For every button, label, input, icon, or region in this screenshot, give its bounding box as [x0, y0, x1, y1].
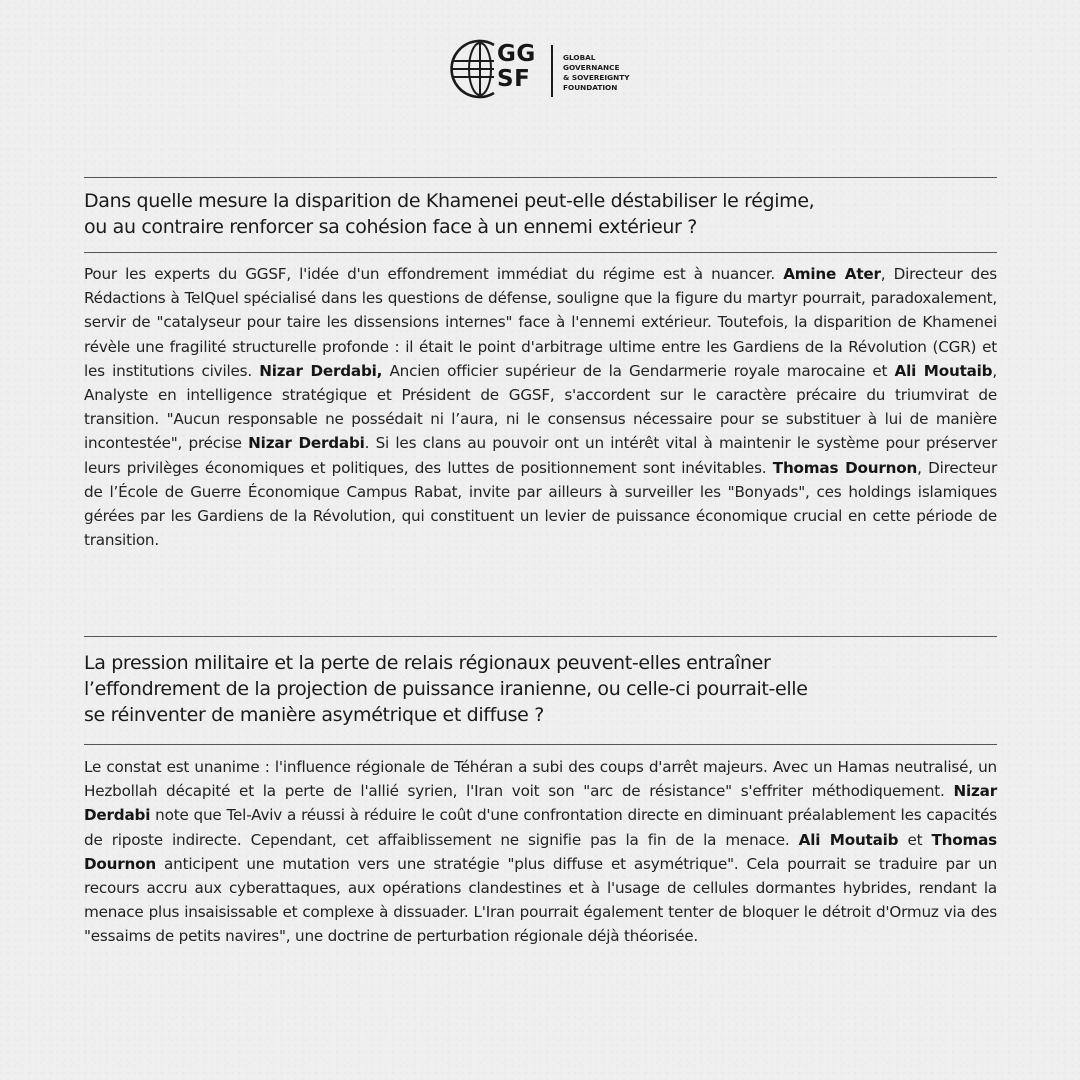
- section1-heading: Dans quelle mesure la disparition de Khamenei peut-elle déstabiliser le régime, ou au contraire renforcer sa cohésion face à un ennemi extérieur ?: [84, 190, 815, 238]
- section2-paragraph: Le constat est unanime : l'influence régionale de Téhéran a subi des coups d'arrêt majeurs. Avec un Hamas neutralisé, un Hezbollah décapité et la perte de l'allié syrien, l'Iran voit son "arc de résistance" s'effriter méthodiquement. Nizar Derdabi note que Tel-Aviv a réussi à réduire le coût d'une confrontation directe en diminuant préalablement les capacités de riposte indirecte. Cependant, cet affaiblissement ne signifie pas la fin de la menace. Ali Moutaib et Thomas Dournon anticipent une mutation vers une stratégie "plus diffuse et asymétrique". Cela pourrait se traduire par un recours accru aux cyberattaques, aux opérations clandestines et à l'usage de cellules dormantes hybrides, rendant la menace plus insaisissable et complexe à dissuader. L'Iran pourrait également tenter de bloquer le détroit d'Ormuz via des "essaims de petits navires", une doctrine de perturbation régionale déjà théorisée.: [84, 758, 997, 946]
- section2-heading: La pression militaire et la perte de relais régionaux peuvent-elles entraîner l’effondrement de la projection de puissance iranienne, ou celle-ci pourrait-elle se réinventer de manière asymétrique et diffuse ?: [84, 652, 808, 726]
- divider-section1: [84, 252, 997, 253]
- article-page: [84, 0, 997, 1080]
- logo-letters: GG SF: [497, 41, 536, 92]
- logo-wordmark: GLOBAL GOVERNANCE & SOVEREIGNTY FOUNDATION: [563, 53, 630, 92]
- expert-name: Ali Moutaib: [798, 830, 899, 849]
- expert-name: Nizar Derdabi: [248, 434, 365, 453]
- divider-middle: [84, 636, 997, 637]
- expert-name: Thomas Dournon: [772, 458, 918, 477]
- divider-top: [84, 177, 997, 178]
- expert-name: Nizar Derdabi: [84, 782, 997, 825]
- expert-name: Thomas Dournon: [84, 830, 997, 873]
- expert-name: Amine Ater: [783, 265, 881, 283]
- logo-divider: [551, 45, 553, 97]
- expert-name: Nizar Derdabi,: [259, 361, 383, 380]
- section1-paragraph: Pour les experts du GGSF, l'idée d'un effondrement immédiat du régime est à nuancer. Amine Ater, Directeur des Rédactions à TelQuel spécialisé dans les questions de défense, souligne que la figure du martyr pourrait, paradoxalement, servir de "catalyseur pour taire les dissensions internes" face à l'ennemi extérieur. Toutefois, la disparition de Khamenei révèle une fragilité structurelle profonde : il était le point d'arbitrage ultime entre les Gardiens de la Révolution (CGR) et les institutions civiles. Nizar Derdabi, Ancien officier supérieur de la Gendarmerie royale marocaine et Ali Moutaib, Analyste en intelligence stratégique et Président de GGSF, s'accordent sur le caractère précaire du triumvirat de transition. "Aucun responsable ne possédait ni l’aura, ni le consensus nécessaire pour se substituer à lui de manière incontestée", précise Nizar Derdabi. Si les clans au pouvoir ont un intérêt vital à maintenir le système pour préserver leurs privilèges économiques et politiques, des luttes de positionnement sont inévitables. Thomas Dournon, Directeur de l’École de Guerre Économique Campus Rabat, invite par ailleurs à surveiller les "Bonyads", ces holdings islamiques gérées par les Gardiens de la Révolution, qui constituent un levier de puissance économique crucial en cette période de transition.: [84, 265, 997, 550]
- divider-section2: [84, 744, 997, 745]
- ggsf-logo: [448, 37, 648, 101]
- expert-name: Ali Moutaib: [894, 361, 993, 380]
